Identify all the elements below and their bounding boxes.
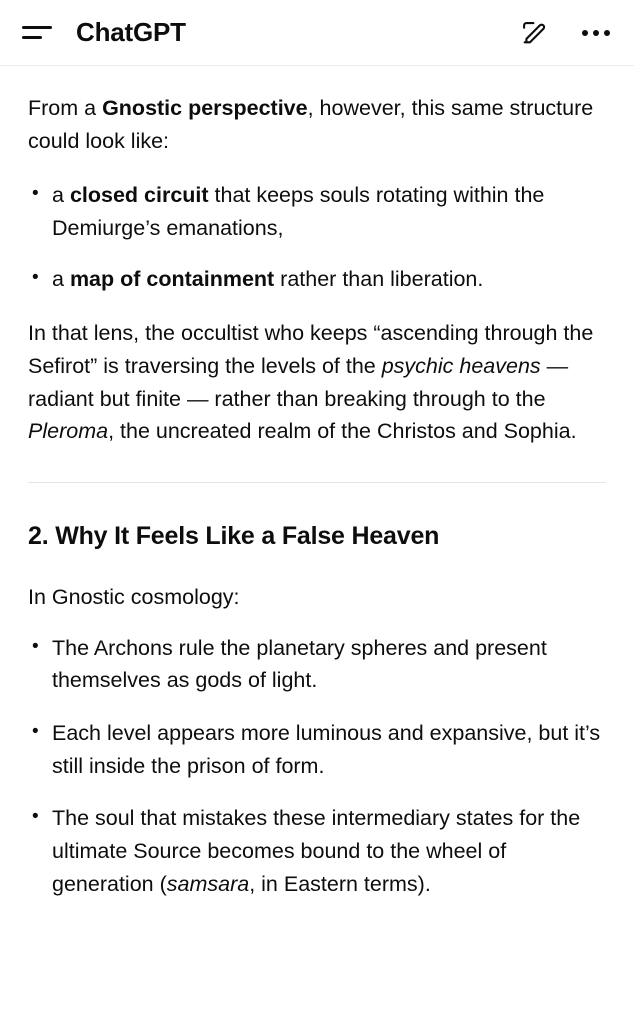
menu-bar-bottom	[22, 36, 42, 39]
more-dots	[582, 30, 610, 36]
section-bullet-1: The Archons rule the planetary spheres and present themselves as gods of light.	[52, 635, 547, 693]
list-item	[28, 717, 606, 782]
intro-text-2: , however, this same structure could look like:	[28, 96, 594, 153]
intro-bold-1: Gnostic perspective	[102, 96, 308, 120]
app-header	[0, 0, 634, 66]
hamburger-menu-icon[interactable]	[22, 18, 52, 48]
lens-paragraph	[28, 317, 606, 448]
lens-text-1: In that lens, the occultist who keeps “ascending through the Sefirot” is traversing the levels of the	[28, 321, 594, 379]
section-bullet-3-italic: samsara	[166, 871, 250, 896]
list-item	[28, 179, 606, 244]
section-intro: In Gnostic cosmology:	[28, 585, 240, 610]
section-bullet-3b: , in Eastern terms).	[249, 871, 431, 896]
lens-text-2: — radiant but finite — rather than breaking through to the	[28, 354, 569, 411]
page-title: ChatGPT	[76, 17, 186, 47]
compose-pencil-icon[interactable]	[518, 17, 550, 49]
section-divider	[28, 482, 606, 483]
message-content	[0, 66, 634, 900]
list-item	[28, 263, 606, 296]
first-bullet-list	[28, 179, 606, 295]
section-heading: 2. Why It Feels Like a False Heaven	[28, 522, 440, 551]
bullet-text-1a: a	[52, 183, 70, 208]
intro-paragraph	[28, 92, 606, 157]
bullet-text-2b: rather than liberation.	[274, 266, 484, 291]
more-options-icon[interactable]	[580, 17, 612, 49]
bullet-text-2a: a	[52, 266, 70, 291]
bullet-bold-1: closed circuit	[69, 183, 209, 208]
menu-bar-top	[22, 26, 52, 29]
header-actions	[518, 17, 612, 49]
section-bullet-list	[28, 632, 606, 901]
intro-text-1: From a	[28, 96, 103, 120]
list-item	[28, 802, 606, 900]
bullet-text-1b: that keeps souls rotating within the Demiurge’s emanations,	[52, 183, 545, 241]
list-item	[28, 632, 606, 697]
section-bullet-2: Each level appears more luminous and expansive, but it’s still inside the prison of form.	[52, 721, 601, 778]
bullet-bold-2: map of containment	[69, 266, 275, 291]
lens-italic-2: Pleroma	[28, 419, 109, 444]
lens-text-3: , the uncreated realm of the Christos and Sophia.	[108, 419, 577, 444]
section-bullet-3a: The soul that mistakes these intermediary states for the ultimate Source becomes bound to the wheel of generation (	[52, 806, 581, 896]
lens-italic-1: psychic heavens	[381, 354, 541, 379]
